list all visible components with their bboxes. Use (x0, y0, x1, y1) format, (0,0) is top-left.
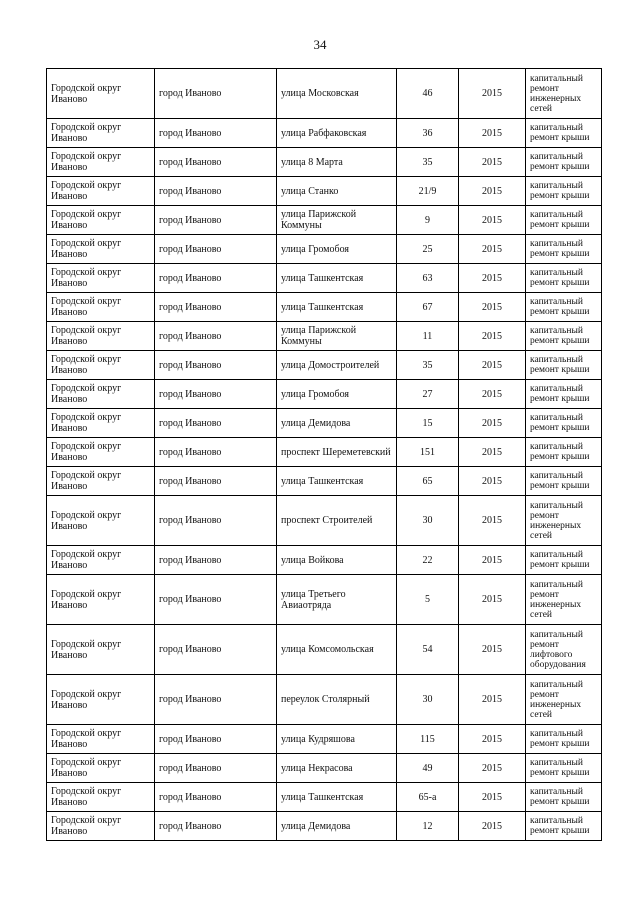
work-type-cell: капитальный ремонт крыши (526, 351, 602, 380)
table-row (47, 322, 602, 351)
street-cell: улица Громобоя (277, 380, 397, 409)
street-cell: улица Громобоя (277, 235, 397, 264)
table-row (47, 177, 602, 206)
work-type-cell: капитальный ремонт крыши (526, 754, 602, 783)
house-number-cell: 15 (397, 409, 459, 438)
street-cell: улица Демидова (277, 812, 397, 841)
house-number-cell: 9 (397, 206, 459, 235)
municipality-cell: Городской округ Иваново (47, 467, 155, 496)
house-number-cell: 54 (397, 625, 459, 675)
street-cell: улица Станко (277, 177, 397, 206)
table-row (47, 754, 602, 783)
settlement-cell: город Иваново (155, 380, 277, 409)
settlement-cell: город Иваново (155, 293, 277, 322)
table-row (47, 148, 602, 177)
municipality-cell: Городской округ Иваново (47, 754, 155, 783)
street-cell: улица 8 Марта (277, 148, 397, 177)
work-type-cell: капитальный ремонт крыши (526, 264, 602, 293)
municipality-cell: Городской округ Иваново (47, 438, 155, 467)
municipality-cell: Городской округ Иваново (47, 812, 155, 841)
table-row (47, 293, 602, 322)
street-cell: улица Некрасова (277, 754, 397, 783)
street-cell: улица Ташкентская (277, 264, 397, 293)
municipality-cell: Городской округ Иваново (47, 496, 155, 546)
street-cell: улица Ташкентская (277, 467, 397, 496)
year-cell: 2015 (459, 380, 526, 409)
work-type-cell: капитальный ремонт крыши (526, 725, 602, 754)
house-number-cell: 36 (397, 119, 459, 148)
year-cell: 2015 (459, 625, 526, 675)
work-type-cell: капитальный ремонт крыши (526, 206, 602, 235)
table-row (47, 496, 602, 546)
year-cell: 2015 (459, 351, 526, 380)
work-type-cell: капитальный ремонт лифтового оборудования (526, 625, 602, 675)
settlement-cell: город Иваново (155, 119, 277, 148)
house-number-cell: 30 (397, 675, 459, 725)
year-cell: 2015 (459, 783, 526, 812)
street-cell: проспект Шереметевский (277, 438, 397, 467)
street-cell: улица Домостроителей (277, 351, 397, 380)
municipality-cell: Городской округ Иваново (47, 322, 155, 351)
municipality-cell: Городской округ Иваново (47, 206, 155, 235)
table-row (47, 438, 602, 467)
table-row (47, 235, 602, 264)
year-cell: 2015 (459, 725, 526, 754)
year-cell: 2015 (459, 812, 526, 841)
work-type-cell: капитальный ремонт крыши (526, 148, 602, 177)
work-type-cell: капитальный ремонт крыши (526, 177, 602, 206)
settlement-cell: город Иваново (155, 322, 277, 351)
work-type-cell: капитальный ремонт крыши (526, 235, 602, 264)
municipality-cell: Городской округ Иваново (47, 293, 155, 322)
street-cell: улица Ташкентская (277, 293, 397, 322)
street-cell: улица Парижской Коммуны (277, 322, 397, 351)
year-cell: 2015 (459, 496, 526, 546)
year-cell: 2015 (459, 69, 526, 119)
settlement-cell: город Иваново (155, 351, 277, 380)
work-type-cell: капитальный ремонт инженерных сетей (526, 496, 602, 546)
street-cell: улица Войкова (277, 546, 397, 575)
house-number-cell: 22 (397, 546, 459, 575)
house-number-cell: 27 (397, 380, 459, 409)
settlement-cell: город Иваново (155, 438, 277, 467)
house-number-cell: 67 (397, 293, 459, 322)
settlement-cell: город Иваново (155, 235, 277, 264)
table-row (47, 264, 602, 293)
street-cell: улица Кудряшова (277, 725, 397, 754)
house-number-cell: 63 (397, 264, 459, 293)
municipality-cell: Городской округ Иваново (47, 235, 155, 264)
year-cell: 2015 (459, 754, 526, 783)
municipality-cell: Городской округ Иваново (47, 546, 155, 575)
work-type-cell: капитальный ремонт инженерных сетей (526, 575, 602, 625)
work-type-cell: капитальный ремонт крыши (526, 546, 602, 575)
year-cell: 2015 (459, 235, 526, 264)
municipality-cell: Городской округ Иваново (47, 625, 155, 675)
year-cell: 2015 (459, 575, 526, 625)
table-row (47, 380, 602, 409)
year-cell: 2015 (459, 409, 526, 438)
settlement-cell: город Иваново (155, 754, 277, 783)
table-row (47, 575, 602, 625)
house-number-cell: 151 (397, 438, 459, 467)
municipality-cell: Городской округ Иваново (47, 380, 155, 409)
table-row (47, 546, 602, 575)
repair-program-table (46, 68, 602, 841)
settlement-cell: город Иваново (155, 675, 277, 725)
settlement-cell: город Иваново (155, 177, 277, 206)
work-type-cell: капитальный ремонт инженерных сетей (526, 675, 602, 725)
settlement-cell: город Иваново (155, 575, 277, 625)
work-type-cell: капитальный ремонт крыши (526, 438, 602, 467)
house-number-cell: 35 (397, 148, 459, 177)
street-cell: улица Ташкентская (277, 783, 397, 812)
municipality-cell: Городской округ Иваново (47, 119, 155, 148)
work-type-cell: капитальный ремонт крыши (526, 322, 602, 351)
year-cell: 2015 (459, 546, 526, 575)
settlement-cell: город Иваново (155, 725, 277, 754)
settlement-cell: город Иваново (155, 206, 277, 235)
settlement-cell: город Иваново (155, 546, 277, 575)
year-cell: 2015 (459, 467, 526, 496)
street-cell: проспект Строителей (277, 496, 397, 546)
work-type-cell: капитальный ремонт крыши (526, 812, 602, 841)
street-cell: переулок Столярный (277, 675, 397, 725)
table-row (47, 206, 602, 235)
work-type-cell: капитальный ремонт крыши (526, 380, 602, 409)
municipality-cell: Городской округ Иваново (47, 177, 155, 206)
street-cell: улица Московская (277, 69, 397, 119)
settlement-cell: город Иваново (155, 625, 277, 675)
table-row (47, 812, 602, 841)
work-type-cell: капитальный ремонт крыши (526, 119, 602, 148)
year-cell: 2015 (459, 264, 526, 293)
year-cell: 2015 (459, 675, 526, 725)
table-row (47, 625, 602, 675)
page-number: 34 (313, 37, 327, 52)
house-number-cell: 46 (397, 69, 459, 119)
settlement-cell: город Иваново (155, 264, 277, 293)
municipality-cell: Городской округ Иваново (47, 264, 155, 293)
municipality-cell: Городской округ Иваново (47, 725, 155, 754)
settlement-cell: город Иваново (155, 812, 277, 841)
work-type-cell: капитальный ремонт крыши (526, 783, 602, 812)
settlement-cell: город Иваново (155, 467, 277, 496)
house-number-cell: 115 (397, 725, 459, 754)
settlement-cell: город Иваново (155, 783, 277, 812)
table-row (47, 675, 602, 725)
year-cell: 2015 (459, 293, 526, 322)
table-row (47, 725, 602, 754)
house-number-cell: 30 (397, 496, 459, 546)
table-row (47, 69, 602, 119)
municipality-cell: Городской округ Иваново (47, 675, 155, 725)
municipality-cell: Городской округ Иваново (47, 575, 155, 625)
table-row (47, 119, 602, 148)
settlement-cell: город Иваново (155, 69, 277, 119)
house-number-cell: 25 (397, 235, 459, 264)
street-cell: улица Парижской Коммуны (277, 206, 397, 235)
municipality-cell: Городской округ Иваново (47, 148, 155, 177)
house-number-cell: 65 (397, 467, 459, 496)
municipality-cell: Городской округ Иваново (47, 69, 155, 119)
street-cell: улица Комсомольская (277, 625, 397, 675)
settlement-cell: город Иваново (155, 148, 277, 177)
table-body (47, 69, 602, 841)
house-number-cell: 65-а (397, 783, 459, 812)
work-type-cell: капитальный ремонт инженерных сетей (526, 69, 602, 119)
year-cell: 2015 (459, 206, 526, 235)
year-cell: 2015 (459, 148, 526, 177)
house-number-cell: 49 (397, 754, 459, 783)
work-type-cell: капитальный ремонт крыши (526, 409, 602, 438)
house-number-cell: 21/9 (397, 177, 459, 206)
table-row (47, 783, 602, 812)
work-type-cell: капитальный ремонт крыши (526, 293, 602, 322)
work-type-cell: капитальный ремонт крыши (526, 467, 602, 496)
year-cell: 2015 (459, 322, 526, 351)
house-number-cell: 11 (397, 322, 459, 351)
municipality-cell: Городской округ Иваново (47, 783, 155, 812)
municipality-cell: Городской округ Иваново (47, 351, 155, 380)
house-number-cell: 35 (397, 351, 459, 380)
settlement-cell: город Иваново (155, 496, 277, 546)
year-cell: 2015 (459, 177, 526, 206)
street-cell: улица Третьего Авиаотряда (277, 575, 397, 625)
settlement-cell: город Иваново (155, 409, 277, 438)
municipality-cell: Городской округ Иваново (47, 409, 155, 438)
street-cell: улица Рабфаковская (277, 119, 397, 148)
street-cell: улица Демидова (277, 409, 397, 438)
table-row (47, 409, 602, 438)
table-row (47, 467, 602, 496)
house-number-cell: 12 (397, 812, 459, 841)
year-cell: 2015 (459, 438, 526, 467)
house-number-cell: 5 (397, 575, 459, 625)
year-cell: 2015 (459, 119, 526, 148)
table-row (47, 351, 602, 380)
